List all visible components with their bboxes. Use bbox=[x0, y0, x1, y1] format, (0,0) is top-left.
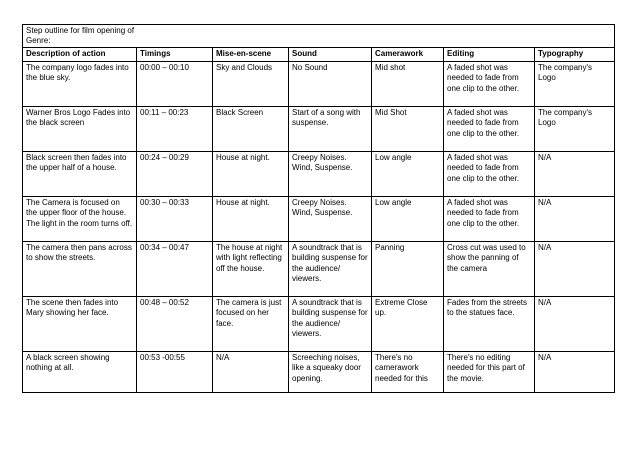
table-cell: The house at night with light reflecting off the house. bbox=[213, 241, 289, 296]
column-header: Typography bbox=[535, 48, 615, 62]
table-row bbox=[23, 241, 615, 296]
table-cell: N/A bbox=[535, 296, 615, 351]
table-cell: Fades from the streets to the statues face. bbox=[444, 296, 535, 351]
table-cell: 00:30 – 00:33 bbox=[137, 196, 213, 241]
column-header: Timings bbox=[137, 48, 213, 62]
table-cell: N/A bbox=[535, 351, 615, 392]
table-cell: A faded shot was needed to fade from one clip to the other. bbox=[444, 61, 535, 106]
table-cell: Mid shot bbox=[372, 61, 444, 106]
table-cell: House at night. bbox=[213, 196, 289, 241]
table-cell: A faded shot was needed to fade from one clip to the other. bbox=[444, 151, 535, 196]
table-cell: 00:11 – 00:23 bbox=[137, 106, 213, 151]
column-header: Sound bbox=[289, 48, 372, 62]
table-cell: House at night. bbox=[213, 151, 289, 196]
table-row bbox=[23, 106, 615, 151]
column-header: Mise-en-scene bbox=[213, 48, 289, 62]
table-cell: A black screen showing nothing at all. bbox=[23, 351, 137, 392]
table-cell: A soundtrack that is building suspense for the audience/ viewers. bbox=[289, 241, 372, 296]
table-cell: Sky and Clouds bbox=[213, 61, 289, 106]
table-cell: Creepy Noises. Wind, Suspense. bbox=[289, 196, 372, 241]
table-cell: Creepy Noises. Wind, Suspense. bbox=[289, 151, 372, 196]
table-cell: The company's Logo bbox=[535, 106, 615, 151]
column-header: Editing bbox=[444, 48, 535, 62]
table-cell: Warner Bros Logo Fades into the black screen bbox=[23, 106, 137, 151]
column-header: Camerawork bbox=[372, 48, 444, 62]
table-cell: 00:48 – 00:52 bbox=[137, 296, 213, 351]
table-cell: A soundtrack that is building suspense for the audience/ viewers. bbox=[289, 296, 372, 351]
table-cell: The Camera is focused on the upper floor of the house. The light in the room turns off. bbox=[23, 196, 137, 241]
table-cell: No Sound bbox=[289, 61, 372, 106]
table-cell: 00:34 – 00:47 bbox=[137, 241, 213, 296]
table-cell: Black screen then fades into the upper half of a house. bbox=[23, 151, 137, 196]
table-cell: Black Screen bbox=[213, 106, 289, 151]
table-cell: A faded shot was needed to fade from one clip to the other. bbox=[444, 106, 535, 151]
table-cell: The company's Logo bbox=[535, 61, 615, 106]
table-row bbox=[23, 61, 615, 106]
table-cell: Mid Shot bbox=[372, 106, 444, 151]
table-cell: 00:24 – 00:29 bbox=[137, 151, 213, 196]
table-cell: Extreme Close up. bbox=[372, 296, 444, 351]
table-cell: Low angle bbox=[372, 196, 444, 241]
table-cell: Low angle bbox=[372, 151, 444, 196]
title-cell bbox=[23, 25, 615, 48]
table-cell: N/A bbox=[535, 151, 615, 196]
table-cell: 00:00 – 00:10 bbox=[137, 61, 213, 106]
header-row bbox=[23, 48, 615, 62]
table-row bbox=[23, 151, 615, 196]
table-cell: The scene then fades into Mary showing her face. bbox=[23, 296, 137, 351]
column-header: Description of action bbox=[23, 48, 137, 62]
table-cell: There's no editing needed for this part of the movie. bbox=[444, 351, 535, 392]
title-row bbox=[23, 25, 615, 48]
table-cell: Cross cut was used to show the panning of the camera bbox=[444, 241, 535, 296]
table-cell: N/A bbox=[535, 196, 615, 241]
document-title: Step outline for film opening of bbox=[26, 26, 135, 35]
table-cell: There's no camerawork needed for this bbox=[372, 351, 444, 392]
table-cell: A faded shot was needed to fade from one clip to the other. bbox=[444, 196, 535, 241]
table-cell: The camera is just focused on her face. bbox=[213, 296, 289, 351]
table-cell: N/A bbox=[213, 351, 289, 392]
table-cell: The camera then pans across to show the streets. bbox=[23, 241, 137, 296]
table-cell: Panning bbox=[372, 241, 444, 296]
genre-label: Genre: bbox=[26, 36, 51, 45]
table-cell: The company logo fades into the blue sky. bbox=[23, 61, 137, 106]
table-row bbox=[23, 196, 615, 241]
table-cell: N/A bbox=[535, 241, 615, 296]
table-cell: 00:53 -00:55 bbox=[137, 351, 213, 392]
table-cell: Screeching noises, like a squeaky door opening. bbox=[289, 351, 372, 392]
table-row bbox=[23, 296, 615, 351]
step-outline-table bbox=[22, 24, 615, 393]
table-row bbox=[23, 351, 615, 392]
table-cell: Start of a song with suspense. bbox=[289, 106, 372, 151]
